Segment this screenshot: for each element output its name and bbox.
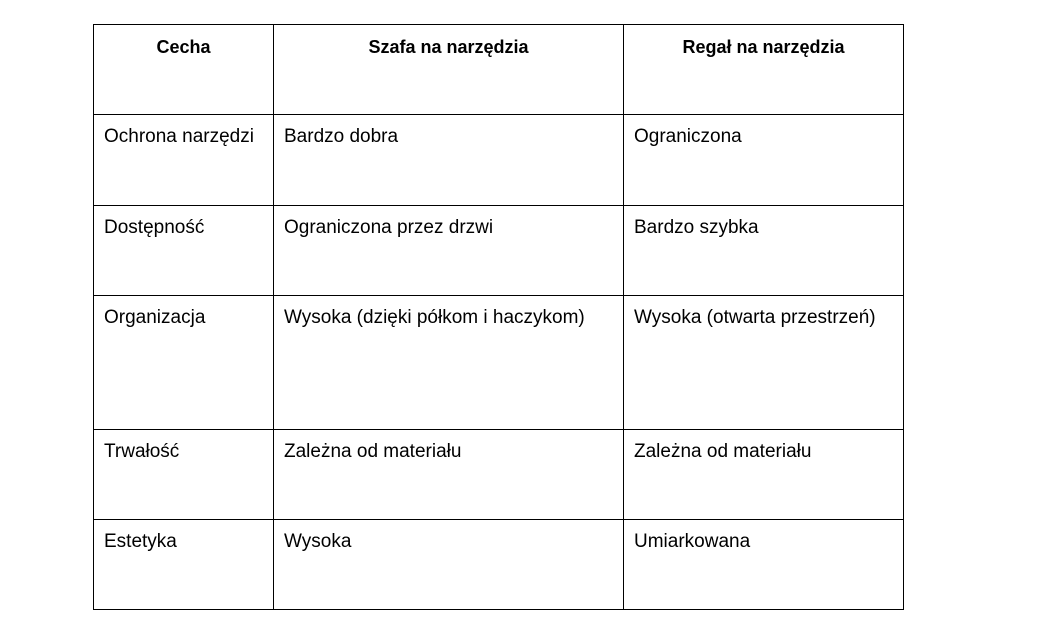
rack-cell: Wysoka (otwarta przestrzeń): [624, 296, 904, 430]
feature-cell: Ochrona narzędzi: [94, 115, 274, 206]
cabinet-cell: Wysoka (dzięki półkom i haczykom): [274, 296, 624, 430]
cabinet-cell: Zależna od materiału: [274, 430, 624, 520]
feature-cell: Dostępność: [94, 206, 274, 296]
header-cell-cabinet: Szafa na narzędzia: [274, 25, 624, 115]
header-cell-feature: Cecha: [94, 25, 274, 115]
feature-cell: Estetyka: [94, 520, 274, 610]
cabinet-cell: Ograniczona przez drzwi: [274, 206, 624, 296]
table-row: [94, 296, 904, 430]
rack-cell: Umiarkowana: [624, 520, 904, 610]
rack-cell: Zależna od materiału: [624, 430, 904, 520]
table-row: [94, 520, 904, 610]
comparison-table: [93, 24, 904, 610]
cabinet-cell: Wysoka: [274, 520, 624, 610]
feature-cell: Trwałość: [94, 430, 274, 520]
header-row: [94, 25, 904, 115]
table-row: [94, 115, 904, 206]
rack-cell: Bardzo szybka: [624, 206, 904, 296]
table-row: [94, 206, 904, 296]
table-body: [94, 115, 904, 610]
rack-cell: Ograniczona: [624, 115, 904, 206]
header-cell-rack: Regał na narzędzia: [624, 25, 904, 115]
feature-cell: Organizacja: [94, 296, 274, 430]
cabinet-cell: Bardzo dobra: [274, 115, 624, 206]
table-row: [94, 430, 904, 520]
table-header: [94, 25, 904, 115]
